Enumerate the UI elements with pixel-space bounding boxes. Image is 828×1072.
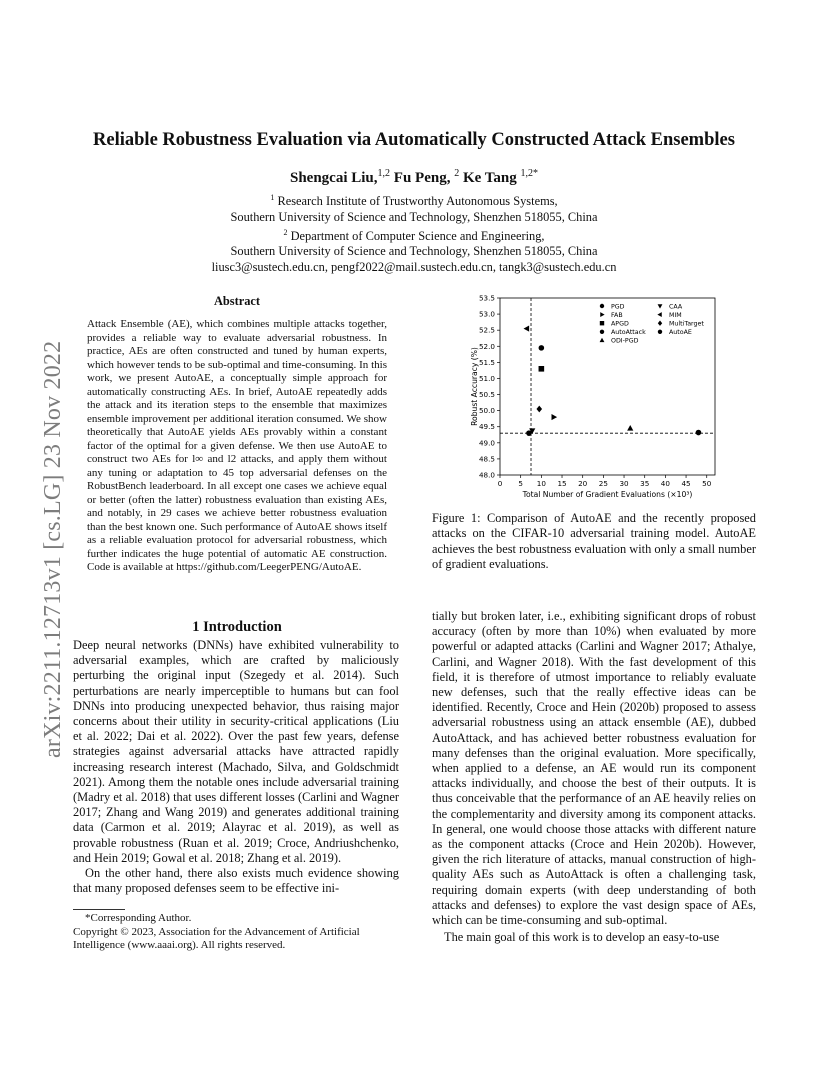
y-tick-label: 51.5 bbox=[478, 357, 495, 367]
x-tick-label: 5 bbox=[518, 479, 523, 488]
x-tick-label: 40 bbox=[660, 479, 670, 488]
chart-legend bbox=[600, 303, 705, 344]
y-tick-label: 53.5 bbox=[478, 293, 495, 303]
legend-marker-autoattack bbox=[600, 330, 604, 334]
footnote-rule bbox=[73, 909, 125, 910]
author-2: Fu Peng, bbox=[390, 170, 455, 186]
data-point-autoattack bbox=[696, 430, 702, 436]
legend-label-fab: FAB bbox=[611, 311, 623, 319]
legend-label-mim: MIM bbox=[669, 311, 682, 319]
data-point-odi-pgd bbox=[627, 425, 633, 431]
y-tick-label: 52.5 bbox=[478, 325, 495, 335]
legend-marker-apgd bbox=[600, 321, 604, 325]
figure-1-chart bbox=[465, 290, 725, 502]
abstract-text: Attack Ensemble (AE), which combines multiple attacks together, provides a reliable way to evaluate adversarial robustness. In practice, AEs are often constructed and tuned by human experts, which however tends to be sub-optimal and time-consuming. In this work, we present AutoAE, a conceptually simple approach for automatically constructing AEs. In brief, AutoAE repeatedly adds the attack and its iteration steps to the ensemble that maximizes ensemble improvement per additional iteration consumed. We show theoretically that AutoAE yields AEs provably within a constant factor of the optimal for a given defense. We then use AutoAE to construct two AEs for l∞ and l2 attacks, and apply them without any tuning or adaptation to 45 top adversarial defenses on the RobustBench leaderboard. In all except one cases we achieve equal or better (often the latter) robustness evaluation than existing AEs, and notably, in 29 cases we achieve better robustness evaluation than the best known one. Such performance of AutoAE shows itself as a reliable evaluation protocol for adversarial robustness, which further indicates the huge potential of automatic AE construction. Code is available at https://github.com/LeegerPENG/AutoAE. bbox=[87, 318, 387, 573]
y-tick-label: 52.0 bbox=[478, 341, 495, 351]
author-2-affil: 2 bbox=[454, 168, 460, 179]
y-axis-label: Robust Accuracy (%) bbox=[470, 347, 479, 426]
y-tick-label: 48.0 bbox=[478, 470, 495, 480]
legend-label-apgd: APGD bbox=[611, 320, 629, 328]
x-tick-label: 30 bbox=[619, 479, 629, 488]
y-tick-label: 50.0 bbox=[478, 406, 495, 416]
legend-label-odi-pgd: ODI-PGD bbox=[611, 337, 639, 345]
footnote-copyright: Copyright © 2023, Association for the Advancement of Artificial Intelligence (www.aaai.org). All rights reserved. bbox=[73, 925, 360, 952]
x-tick-label: 25 bbox=[598, 479, 608, 488]
data-point-fab bbox=[552, 414, 558, 420]
footnote bbox=[73, 912, 403, 953]
figure-1-caption: Figure 1: Comparison of AutoAE and the recently proposed attacks on the CIFAR-10 adversarial training model. AutoAE achieves the best robustness evaluation with only a small number of gradient evaluations. bbox=[432, 511, 756, 572]
y-tick-label: 49.5 bbox=[478, 422, 495, 432]
intro-body bbox=[73, 638, 399, 896]
y-tick-label: 48.5 bbox=[478, 454, 495, 464]
legend-label-autoae: AutoAE bbox=[669, 329, 692, 337]
affiliations bbox=[0, 190, 828, 275]
data-point-apgd bbox=[539, 366, 545, 372]
legend-label-autoattack: AutoAttack bbox=[611, 329, 646, 337]
right-paragraph-2: The main goal of this work is to develop an easy-to-use bbox=[444, 930, 720, 945]
author-3-affil: 1,2* bbox=[520, 168, 538, 179]
abstract-heading: Abstract bbox=[213, 294, 261, 308]
legend-marker-caa bbox=[658, 304, 663, 308]
arxiv-stamp bbox=[18, 282, 66, 758]
legend-label-pgd: PGD bbox=[611, 303, 625, 311]
x-axis-label: Total Number of Gradient Evaluations (×10³) bbox=[522, 490, 693, 499]
paper-title: Reliable Robustness Evaluation via Automatically Constructed Attack Ensembles bbox=[93, 130, 735, 150]
affil-1-line-2: Southern University of Science and Technology, Shenzhen 518055, China bbox=[230, 209, 598, 224]
legend-marker-autoae bbox=[658, 330, 662, 334]
footnote-corresponding: *Corresponding Author. bbox=[85, 912, 192, 924]
legend-marker-multitarget bbox=[658, 321, 662, 326]
affil-2-line-1: Department of Computer Science and Engineering, bbox=[287, 229, 545, 244]
x-tick-label: 10 bbox=[536, 479, 546, 488]
data-point-multitarget bbox=[536, 406, 542, 413]
legend-marker-fab bbox=[600, 312, 604, 317]
x-tick-label: 20 bbox=[578, 479, 588, 488]
y-tick-label: 50.5 bbox=[478, 390, 495, 400]
legend-marker-mim bbox=[657, 312, 661, 317]
x-tick-label: 0 bbox=[497, 479, 503, 488]
affil-2-line-2: Southern University of Science and Technology, Shenzhen 518055, China bbox=[230, 244, 598, 259]
legend-marker-pgd bbox=[600, 304, 604, 308]
author-emails: liusc3@sustech.edu.cn, pengf2022@mail.sustech.edu.cn, tangk3@sustech.edu.cn bbox=[211, 259, 617, 274]
x-tick-label: 45 bbox=[681, 479, 691, 488]
right-paragraph-1: tially but broken later, i.e., exhibiting significant drops of robust accuracy (often by more than 10%) when evaluated by more powerful or adapted attacks (Carlini and Wagner 2017; Athalye, Carlini, and Wagner 2018). With the fast development of this field, it is therefore of utmost importance to reliably evaluate new defenses, such that the really effective ideas can be identified. Recently, Croce and Hein (2020b) proposed to assess adversarial robustness using an attack ensemble (AE), dubbed AutoAttack, and has achieved better robustness evaluation for many defenses than the original evaluation. More specifically, when applied to a defense, an AE would run its component attacks individually, and choose the best of their outputs. It is thus conceivable that the performance of an AE heavily relies on the complementarity and diversity among its component attacks. In general, one would choose those attacks with different nature as the component attacks (Croce and Hein 2020b). However, given the rich literature of attacks, manual construction of high-quality AEs such as AutoAttack is often a challenging task, requiring domain experts (with deep understanding of both attacks and defenses) to explore the vast design space of AEs, which can be time-consuming and sub-optimal. bbox=[432, 609, 756, 928]
author-1: Shengcai Liu, bbox=[290, 170, 378, 186]
arxiv-stamp-text: arXiv:2211.12713v1 [cs.LG] 23 Nov 2022 bbox=[40, 340, 66, 758]
data-point-autoae bbox=[526, 430, 532, 436]
right-column-body bbox=[432, 609, 756, 945]
x-tick-label: 35 bbox=[640, 479, 650, 488]
affil-1-mark: 1 bbox=[270, 193, 275, 202]
legend-label-multitarget: MultiTarget bbox=[669, 320, 704, 328]
author-1-affil: 1,2 bbox=[377, 168, 391, 179]
section-heading-introduction: 1 Introduction bbox=[192, 619, 282, 635]
affil-1-line-1: Research Institute of Trustworthy Autonomous Systems, bbox=[274, 194, 558, 209]
x-tick-label: 50 bbox=[702, 479, 712, 488]
y-tick-label: 51.0 bbox=[478, 373, 495, 383]
data-point-pgd bbox=[539, 345, 545, 351]
affil-2-mark: 2 bbox=[283, 227, 288, 237]
y-tick-label: 49.0 bbox=[478, 438, 495, 448]
author-list bbox=[0, 168, 828, 187]
data-point-mim bbox=[524, 325, 530, 331]
legend-marker-odi-pgd bbox=[600, 338, 605, 342]
intro-paragraph-1: Deep neural networks (DNNs) have exhibited vulnerability to adversarial examples, which are crafted by maliciously perturbing the original input (Szegedy et al. 2014). Such perturbations are nearly imperceptible to humans but can fool DNNs into producing unexpected behavior, thus raising major concerns about their utility in security-critical applications (Liu et al. 2022; Dai et al. 2022). Over the past few years, defense strategies against adversarial attacks have attracted rapidly increasing research interest (Machado, Silva, and Goldschmidt 2021). Among them the notable ones include adversarial training (Madry et al. 2018) that uses different losses (Carlini and Wagner 2017; Zhang and Wang 2019) and generates additional training data (Carmon et al. 2019; Alayrac et al. 2019), as well as provable robustness (Ruan et al. 2019; Croce, Andriushchenko, and Hein 2019; Gowal et al. 2018; Zhang et al. 2019). bbox=[73, 638, 399, 865]
legend-label-caa: CAA bbox=[669, 303, 683, 311]
x-tick-label: 15 bbox=[557, 479, 567, 488]
y-tick-label: 53.0 bbox=[478, 309, 495, 319]
intro-paragraph-2: On the other hand, there also exists much evidence showing that many proposed defenses seem to be effective ini- bbox=[73, 866, 399, 896]
author-3: Ke Tang bbox=[459, 170, 521, 186]
